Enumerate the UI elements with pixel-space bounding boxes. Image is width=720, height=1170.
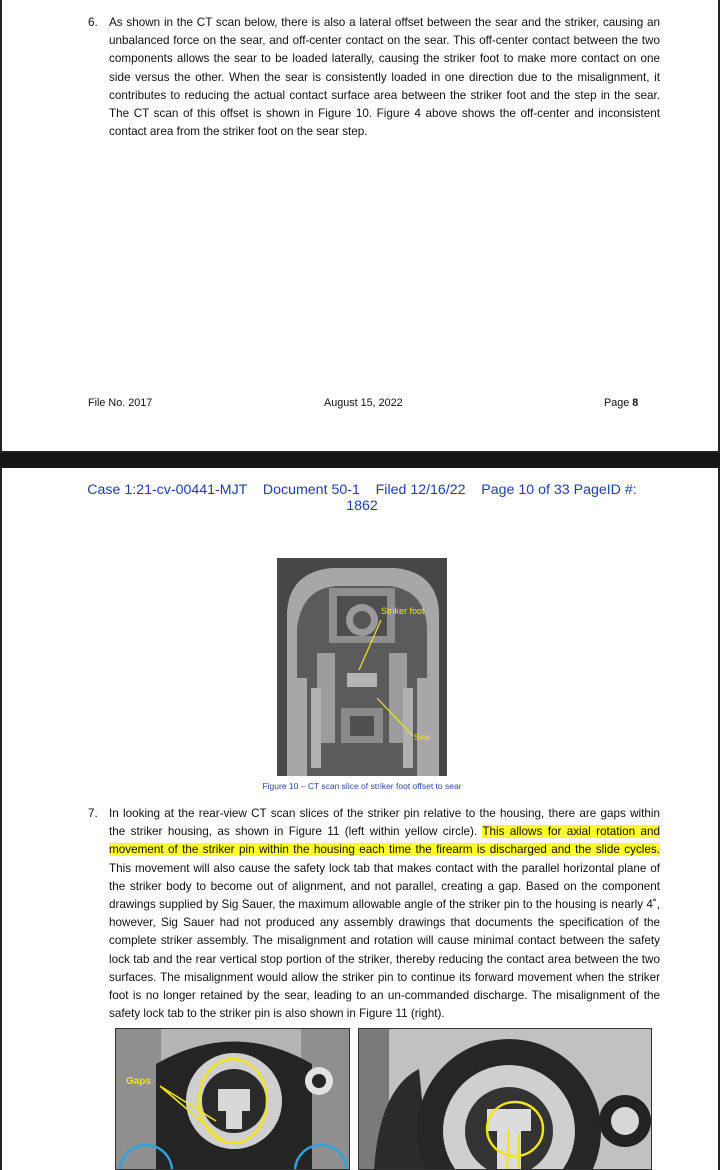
- figure-10-ct-scan: [277, 558, 447, 776]
- figure-11-right-ct-scan: [358, 1028, 652, 1170]
- header-line-1: Case 1:21-cv-00441-MJT Document 50-1 Filed 12/16/22 Page 10 of 33 PageID #:: [87, 482, 637, 498]
- label-sear: Sear: [414, 733, 431, 742]
- document-page-previous: [0, 0, 720, 453]
- ct-scan-left-image: [116, 1029, 350, 1170]
- paragraph-text-end: This movement will also cause the safety lock tab that makes contact with the parallel horizontal plane of the striker body to become out of alignment, and not parallel, creating a gap. Based on the component drawings supplied by Sig Sauer, the maximum allowable angle of the striker pin to the housing is nearly 4˚, however, Sig Sauer had not produced any assembly drawings that documents the specification of the complete striker assembly. The misalignment and rotation will cause minimal contact between the safety lock tab and the rear vertical stop portion of the striker, thereby reducing the contact area between the two surfaces. The misalignment would allow the striker pin to continue its forward movement when the striker foot is no longer retained by the sear, leading to an un-commanded discharge. The misalignment of the safety lock tab to the striker pin is also shown in Figure 11 (right).: [109, 861, 660, 1021]
- footer-file-number: File No. 2017: [88, 397, 153, 409]
- footer-date: August 15, 2022: [324, 397, 403, 409]
- paragraph-number: 7.: [88, 807, 98, 820]
- footer-page: [604, 397, 638, 409]
- figure-11-left-ct-scan: [115, 1028, 350, 1170]
- ct-scan-image: [277, 558, 447, 776]
- label-striker-foot: Striker foot: [381, 606, 425, 616]
- paragraph-text-start: In looking at the rear-view CT scan slices of the striker pin relative to the housing, there are gaps within the striker housing, as shown in Figure 11 (left within yellow circle).: [109, 807, 660, 839]
- court-filing-header: [2, 482, 720, 514]
- page-divider: [0, 453, 720, 468]
- highlighted-text: This allows for axial rotation and movement of the striker pin within the housing each time the firearm is discharged and the slide cycles.: [109, 825, 661, 857]
- footer-page-number: 8: [632, 397, 639, 409]
- footer-page-label: Page: [604, 397, 630, 409]
- paragraph-number: 6.: [88, 16, 98, 29]
- figure-10-caption: Figure 10 – CT scan slice of striker foot offset to sear: [262, 781, 462, 791]
- header-line-2: 1862: [346, 498, 378, 514]
- label-gaps: Gaps: [126, 1076, 152, 1087]
- cut-off-caption-line: [172, 0, 552, 3]
- paragraph-text: As shown in the CT scan below, there is also a lateral offset between the sear and the striker, causing an unbalanced force on the sear, and off-center contact on the sear. This off-center contact between the two components allows the sear to be loaded laterally, causing the striker foot to make more contact on one side versus the other. When the sear is consistently loaded in one direction due to the misalignment, it contributes to reducing the actual contact surface area between the striker foot and the step in the sear. The CT scan of this offset is shown in Figure 10. Figure 4 above shows the off-center and inconsistent contact area from the striker foot on the sear step.: [109, 16, 660, 139]
- paragraph-7: [88, 805, 660, 1023]
- ct-scan-right-image: [359, 1029, 652, 1170]
- paragraph-text: [109, 805, 660, 1023]
- paragraph-6: [88, 14, 660, 141]
- document-page-current: [0, 468, 720, 1170]
